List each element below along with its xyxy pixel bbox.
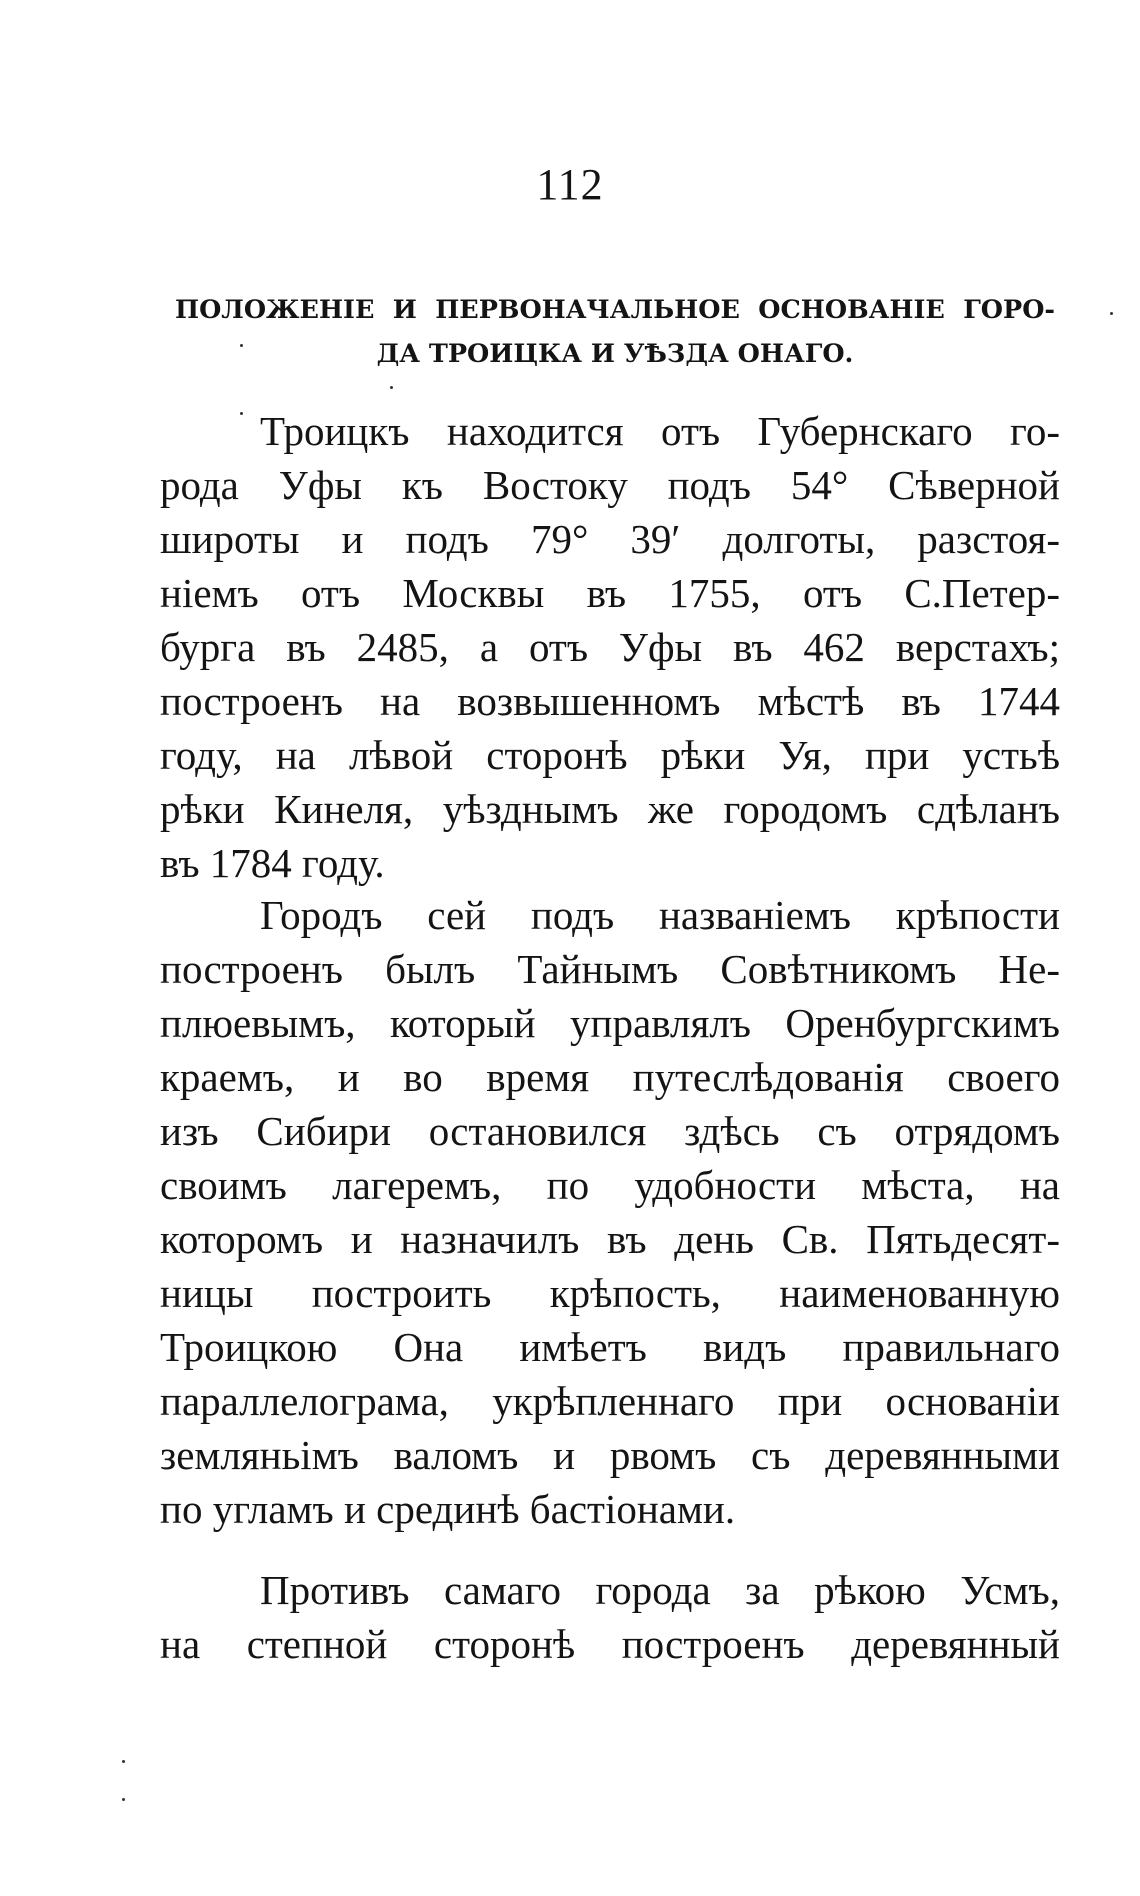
text-line: бурга въ 2485, а отъ Уфы въ 462 верстахъ; — [160, 624, 1060, 670]
heading-line: ДА ТРОИЦКА И УѢЗДА ОНАГО. — [376, 339, 854, 369]
text-line: построенъ былъ Тайнымъ Совѣтникомъ Не- — [160, 946, 1060, 992]
print-speck — [240, 412, 243, 415]
text-line: Городъ сей подъ названiемъ крѣпости — [260, 892, 1060, 938]
print-speck — [1110, 312, 1113, 315]
text-line: рѣки Кинеля, уѣзднымъ же городомъ сдѣланъ — [160, 786, 1060, 832]
heading-line: ПОЛОЖЕНIЕ И ПЕРВОНАЧАЛЬНОЕ ОСНОВАНIЕ ГОРО- — [175, 295, 1055, 325]
text-line: Троицкою Она имѣетъ видъ правильнаго — [160, 1324, 1060, 1370]
text-line: широты и подъ 79° 39′ долготы, разстоя- — [160, 516, 1060, 562]
paragraph — [160, 1563, 1060, 1671]
text-line: на степной сторонѣ построенъ деревянный — [160, 1621, 1060, 1667]
paragraph — [160, 888, 1060, 1536]
print-speck — [122, 1760, 125, 1763]
page-number: 112 — [536, 160, 604, 209]
paragraph — [160, 404, 1060, 890]
text-line: земляньімъ валомъ и рвомъ съ деревянными — [160, 1432, 1060, 1478]
text-line: краемъ, и во время путеслѣдованiя своего — [160, 1054, 1060, 1100]
print-speck — [240, 344, 243, 347]
text-line: своимъ лагеремъ, по удобности мѣста, на — [160, 1162, 1060, 1208]
text-line: рода Уфы къ Востоку подъ 54° Сѣверной — [160, 462, 1060, 508]
text-line: Троицкъ находится отъ Губернскаго го- — [260, 408, 1060, 454]
text-line: году, на лѣвой сторонѣ рѣки Уя, при устьѣ — [160, 732, 1060, 778]
text-line: изъ Сибири остановился здѣсь съ отрядомъ — [160, 1108, 1060, 1154]
section-heading — [175, 288, 1055, 376]
print-speck — [122, 1798, 125, 1801]
text-line: плюевымъ, который управлялъ Оренбургскимъ — [160, 1000, 1060, 1046]
text-line: по угламъ и срединѣ бастiонами. — [160, 1486, 736, 1532]
text-line: параллелограма, укрѣпленнаго при основанiи — [160, 1378, 1060, 1424]
text-line: ницы построить крѣпость, наименованную — [160, 1270, 1060, 1316]
print-speck — [390, 386, 393, 389]
text-line: которомъ и назначилъ въ день Св. Пятьдесят- — [160, 1216, 1060, 1262]
text-line: въ 1784 году. — [160, 840, 385, 886]
text-line: построенъ на возвышенномъ мѣстѣ въ 1744 — [160, 678, 1060, 724]
text-line: нiемъ отъ Москвы въ 1755, отъ С.Петер- — [160, 570, 1060, 616]
text-line: Противъ самаго города за рѣкою Усмъ, — [260, 1567, 1060, 1613]
